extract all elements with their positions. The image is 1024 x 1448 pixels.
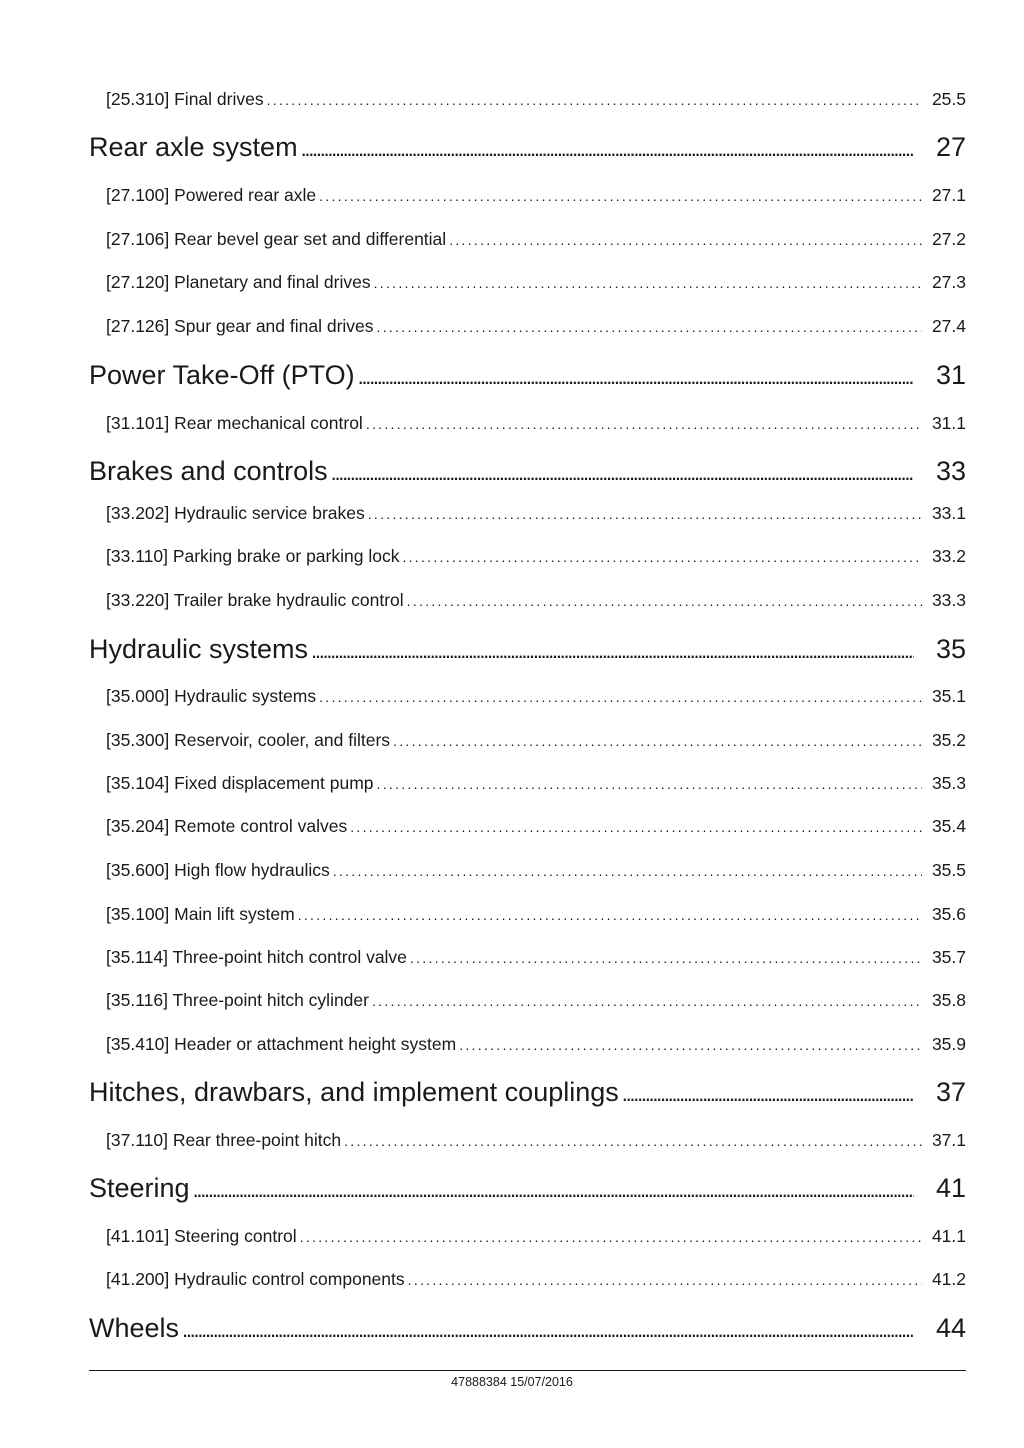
toc-entry-page: 41.2 — [931, 1269, 966, 1289]
dot-leader — [331, 460, 914, 486]
toc-entry-title: [27.100] Powered rear axle — [106, 185, 317, 205]
dot-leader — [319, 689, 922, 705]
toc-entry-title: [41.101] Steering control — [106, 1226, 297, 1246]
toc-subsection-entry[interactable] — [106, 272, 966, 293]
dot-leader — [393, 733, 922, 749]
toc-subsection-entry[interactable] — [106, 89, 966, 110]
toc-entry-title: [27.120] Planetary and final drives — [106, 272, 371, 292]
toc-section-entry[interactable] — [89, 634, 966, 665]
footer-document-id: 47888384 15/07/2016 — [451, 1375, 573, 1389]
toc-subsection-entry[interactable] — [106, 590, 966, 611]
toc-section-title: Rear axle system — [89, 132, 298, 162]
toc-entry-title: [37.110] Rear three-point hitch — [106, 1130, 342, 1150]
toc-section-entry[interactable] — [89, 132, 966, 163]
toc-subsection-entry[interactable] — [106, 730, 966, 751]
dot-leader — [333, 863, 922, 879]
toc-section-page: 37 — [935, 1077, 966, 1107]
toc-entry-title: [33.220] Trailer brake hydraulic control — [106, 590, 404, 610]
dot-leader — [374, 275, 922, 291]
dot-leader — [449, 232, 922, 248]
toc-entry-title: [35.104] Fixed displacement pump — [106, 773, 374, 793]
toc-entry-page: 37.1 — [931, 1130, 966, 1150]
toc-entry-page: 27.2 — [931, 229, 966, 249]
toc-section-page: 33 — [935, 456, 966, 486]
toc-entry-title: [27.126] Spur gear and final drives — [106, 316, 374, 336]
toc-section-title: Brakes and controls — [89, 456, 328, 486]
toc-entry-title: [35.100] Main lift system — [106, 904, 295, 924]
toc-entry-page: 25.5 — [931, 89, 966, 109]
toc-entry-title: [35.114] Three-point hitch control valve — [106, 947, 407, 967]
toc-subsection-entry[interactable] — [106, 1226, 966, 1247]
dot-leader — [301, 136, 914, 162]
toc-section-page: 41 — [935, 1173, 966, 1203]
toc-subsection-entry[interactable] — [106, 503, 966, 524]
toc-section-page: 44 — [935, 1313, 966, 1343]
toc-subsection-entry[interactable] — [106, 413, 966, 434]
toc-subsection-entry[interactable] — [106, 1269, 966, 1290]
dot-leader — [193, 1177, 914, 1203]
toc-entry-page: 35.2 — [931, 730, 966, 750]
toc-entry-title: [31.101] Rear mechanical control — [106, 413, 363, 433]
toc-entry-page: 27.3 — [931, 272, 966, 292]
toc-entry-page: 35.7 — [931, 947, 966, 967]
toc-entry-page: 33.2 — [931, 546, 966, 566]
dot-leader — [311, 638, 914, 664]
dot-leader — [358, 364, 914, 390]
toc-subsection-entry[interactable] — [106, 990, 966, 1011]
toc-entry-page: 27.4 — [931, 316, 966, 336]
toc-section-entry[interactable] — [89, 360, 966, 391]
toc-entry-title: [35.300] Reservoir, cooler, and filters — [106, 730, 391, 750]
toc-section-entry[interactable] — [89, 456, 966, 487]
dot-leader — [182, 1317, 914, 1343]
toc-entry-page: 35.5 — [931, 860, 966, 880]
dot-leader — [377, 776, 922, 792]
toc-section-page: 35 — [935, 634, 966, 664]
dot-leader — [319, 188, 922, 204]
dot-leader — [377, 319, 922, 335]
dot-leader — [407, 593, 922, 609]
toc-subsection-entry[interactable] — [106, 860, 966, 881]
toc-entry-page: 35.1 — [931, 686, 966, 706]
toc-entry-page: 31.1 — [931, 413, 966, 433]
toc-section-entry[interactable] — [89, 1173, 966, 1204]
toc-subsection-entry[interactable] — [106, 1034, 966, 1055]
toc-entry-page: 33.1 — [931, 503, 966, 523]
toc-entry-page: 35.8 — [931, 990, 966, 1010]
toc-entry-page: 41.1 — [931, 1226, 966, 1246]
toc-subsection-entry[interactable] — [106, 316, 966, 337]
toc-section-entry[interactable] — [89, 1077, 966, 1108]
toc-section-page: 27 — [935, 132, 966, 162]
toc-subsection-entry[interactable] — [106, 773, 966, 794]
toc-entry-title: [35.410] Header or attachment height system — [106, 1034, 457, 1054]
toc-entry-title: [35.600] High flow hydraulics — [106, 860, 330, 880]
toc-entry-title: [35.204] Remote control valves — [106, 816, 348, 836]
toc-section-title: Power Take-Off (PTO) — [89, 360, 355, 390]
toc-section-title: Hydraulic systems — [89, 634, 309, 664]
toc-entry-title: [33.202] Hydraulic service brakes — [106, 503, 365, 523]
toc-entry-page: 33.3 — [931, 590, 966, 610]
dot-leader — [344, 1133, 922, 1149]
dot-leader — [368, 506, 922, 522]
dot-leader — [402, 549, 922, 565]
dot-leader — [350, 819, 922, 835]
dot-leader — [366, 416, 922, 432]
toc-entry-title: [25.310] Final drives — [106, 89, 264, 109]
dot-leader — [622, 1081, 914, 1107]
toc-subsection-entry[interactable] — [106, 686, 966, 707]
dot-leader — [300, 1229, 922, 1245]
toc-entry-title: [27.106] Rear bevel gear set and differential — [106, 229, 447, 249]
toc-subsection-entry[interactable] — [106, 947, 966, 968]
toc-subsection-entry[interactable] — [106, 816, 966, 837]
dot-leader — [459, 1037, 922, 1053]
toc-subsection-entry[interactable] — [106, 546, 966, 567]
toc-entry-title: [35.000] Hydraulic systems — [106, 686, 317, 706]
toc-subsection-entry[interactable] — [106, 185, 966, 206]
toc-section-entry[interactable] — [89, 1313, 966, 1344]
dot-leader — [372, 993, 922, 1009]
toc-entry-page: 35.4 — [931, 816, 966, 836]
toc-entry-title: [33.110] Parking brake or parking lock — [106, 546, 400, 566]
toc-section-page: 31 — [935, 360, 966, 390]
toc-section-title: Steering — [89, 1173, 190, 1203]
toc-section-title: Wheels — [89, 1313, 180, 1343]
toc-section-title: Hitches, drawbars, and implement couplings — [89, 1077, 619, 1107]
toc-subsection-entry[interactable] — [106, 1130, 966, 1151]
toc-entry-page: 27.1 — [931, 185, 966, 205]
toc-entry-page: 35.9 — [931, 1034, 966, 1054]
dot-leader — [267, 92, 922, 108]
dot-leader — [298, 907, 922, 923]
toc-entry-page: 35.6 — [931, 904, 966, 924]
dot-leader — [408, 1272, 922, 1288]
footer-divider — [89, 1370, 966, 1371]
toc-entry-page: 35.3 — [931, 773, 966, 793]
dot-leader — [410, 950, 922, 966]
toc-subsection-entry[interactable] — [106, 904, 966, 925]
toc-subsection-entry[interactable] — [106, 229, 966, 250]
toc-entry-title: [41.200] Hydraulic control components — [106, 1269, 405, 1289]
toc-entry-title: [35.116] Three-point hitch cylinder — [106, 990, 369, 1010]
